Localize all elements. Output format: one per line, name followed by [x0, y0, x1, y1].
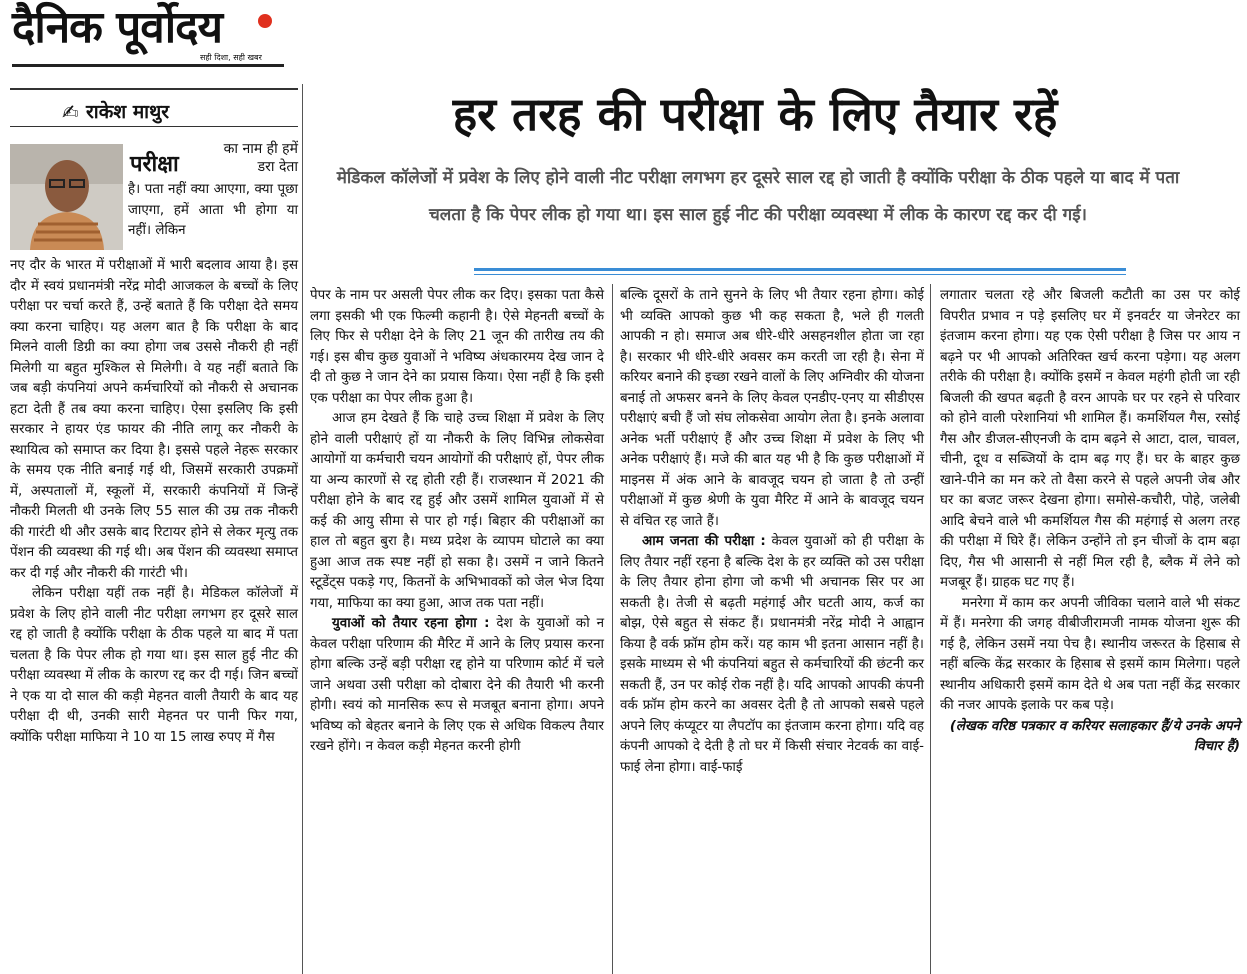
- col1-intro-side: है। पता नहीं क्या आएगा, क्या पूछा जाएगा, हमें आता भी होगा या नहीं। लेकिन: [128, 182, 298, 238]
- byline-bottom-rule: [10, 126, 298, 127]
- column-1: [10, 256, 298, 748]
- masthead-rule: [12, 64, 284, 67]
- col3-paragraph-2: [620, 532, 924, 778]
- deck-rule-thin: [474, 274, 1126, 275]
- deck-rule-thick: [474, 268, 1126, 271]
- col1-paragraph-1: नए दौर के भारत में परीक्षाओं में भारी बदलाव आया है। इस दौर में स्वयं प्रधानमंत्री नरेंद्र मोदी आजकल के बच्चों के लिए परीक्षा पर चर्चा करते हैं, उन्हें बताते हैं कि परीक्षा देते समय क्या करना चाहिए। यह अलग बात है कि परीक्षा के बाद मिलने वाली डिग्री का क्या होगा जब उससे नौकरी ही नहीं मिलेगी या बहुत मुश्किल से मिलेगी। वे यह नहीं बताते कि जब बड़ी कंपनियां अपने कर्मचारियों को नौकरी से अचानक हटा देती हैं तब क्या करना चाहिए। ऐसा इसलिए कि इसी सरकार ने हायर एंड फायर की नीति लागू कर नौकरी के स्थायित्व को समाप्त कर दिया है। इससे पहले नेहरू सरकार के समय एक नीति बनाई गई थी, जिसमें सरकारी उपक्रमों में, अस्पतालों में, स्कूलों में, सरकारी कंपनियों में जिन्हें नौकरी मिलती थी उनके लिए 55 साल की उम्र तक नौकरी की गारंटी थी और उसके बाद रिटायर होने से लेकर मृत्यु तक पेंशन की व्यवस्था की गई थी। अब पेंशन की व्यवस्था समाप्त कर दी गई और नौकरी की गारंटी भी।: [10, 258, 298, 581]
- column-2: [310, 286, 604, 758]
- col1-paragraph-2: लेकिन परीक्षा यहीं तक नहीं है। मेडिकल कॉलेजों में प्रवेश के लिए होने वाली नीट परीक्षा लगभग हर दूसरे साल रद्द हो जाती है क्योंकि परीक्षा के ठीक पहले या बाद में पता चलता है कि पेपर लीक हो गया था। इस साल हुई नीट की परीक्षा व्यवस्था में लीक के कारण रद्द कर दी गई। जिन बच्चों ने एक या दो साल की कड़ी मेहनत वाली तैयारी के बाद यह परीक्षा दी थी, उनकी सारी मेहनत पर पानी फिर गया, क्योंकि परीक्षा माफिया ने 10 या 15 लाख रुपए में गैस: [10, 586, 298, 745]
- drop-word: परीक्षा: [130, 152, 179, 177]
- subhead-public: आम जनता की परीक्षा :: [642, 534, 766, 549]
- column-divider: [302, 84, 303, 974]
- byline-top-rule: [10, 88, 298, 90]
- masthead-title: दैनिक पूर्वोदय: [12, 2, 223, 53]
- column-3: [620, 286, 924, 778]
- col4-paragraph-1: लगातार चलता रहे और बिजली कटौती का उस पर कोई विपरीत प्रभाव न पड़े इसलिए घर में इनवर्टर या जेनरेटर का इंतजाम करना होगा। यह एक ऐसी परीक्षा है जिस पर आय न बढ़ने पर भी आपको अतिरिक्त खर्च करना पड़ेगा। यह अलग तरीके की परीक्षा है। क्योंकि इसमें न केवल महंगी होती जा रही बिजली की खपत बढ़ती है वरन आपके घर पर रहने से परिवार को होने वाली परेशानियां भी शामिल हैं। कमर्शियल गैस, रसोई गैस और डीजल-सीएनजी के दाम बढ़ने से आटा, दाल, चावल, चीनी, दूध व सब्जियों के दाम बढ़ गए हैं। घर के बाहर कुछ खाने-पीने का मन करे तो वैसा करने से पहले अपनी जेब और घर का बजट जरूर देखना होगा। समोसे-कचौरी, पोहे, जलेबी आदि बेचने वाले भी कमर्शियल गैस की महंगाई से अलग तरह की परीक्षा में घिरे हैं। लेकिन उन्होंने तो इन चीजों के दाम बढ़ा दिए, गैस भी आसानी से नहीं मिल रही है, ब्लैक में लेने को मजबूर हैं। ग्राहक घट गए हैं।: [940, 288, 1240, 590]
- col2-paragraph-2: आज हम देखते हैं कि चाहे उच्च शिक्षा में प्रवेश के लिए होने वाली परीक्षाएं हों या नौकरी के लिए विभिन्न लोकसेवा आयोगों या कर्मचारी चयन आयोगों की परीक्षाएं हों, पेपर लीक या अन्य कारणों से रद्द होती रही हैं। राजस्थान में 2021 की परीक्षा होने के बाद रद्द हुई और उसमें शामिल युवाओं में से कई की आयु सीमा से पार हो गई। बिहार की परीक्षाओं का हाल तो बहुत बुरा है। मध्य प्रदेश के व्यापम घोटाले का क्या हुआ आज तक स्पष्ट नहीं हो सका है। उसमें न जाने कितने स्टूडेंट्स पकड़े गए, कितनों के अभिभावकों को जेल भेज दिया गया, माफिया का क्या हुआ, आज तक पता नहीं।: [310, 411, 604, 611]
- intro-text: का नाम ही हमें डरा देता: [223, 141, 298, 175]
- col2-paragraph-3-text: देश के युवाओं को न केवल परीक्षा परिणाम की मैरिट में आने के लिए प्रयास करना होगा बल्कि उन्हें बड़ी परीक्षा रद्द होने या परिणाम कोर्ट में चले जाने अथवा उसी परीक्षा को दोबारा देने की तैयारी भी करनी होगी। स्वयं को मानसिक रूप से मजबूत बनाना होगा। अपने भविष्य को बेहतर बनाने के लिए एक से अधिक विकल्प तैयार रखने होंगे। न केवल कड़ी मेहनत करनी होगी: [310, 616, 604, 754]
- deck: मेडिकल कॉलेजों में प्रवेश के लिए होने वाली नीट परीक्षा लगभग हर दूसरे साल रद्द हो जाती है क्योंकि परीक्षा के ठीक पहले या बाद में पता चलता है कि पेपर लीक हो गया था। इस साल हुई नीट की परीक्षा व्यवस्था में लीक के कारण रद्द कर दी गई।: [336, 168, 1180, 225]
- author-photo: [10, 144, 123, 250]
- subhead-youth: युवाओं को तैयार रहना होगा :: [332, 616, 490, 631]
- author-note: (लेखक वरिष्ठ पत्रकार व करियर सलाहकार हैं/ये उनके अपने विचार हैं): [949, 718, 1240, 754]
- column-divider: [612, 284, 613, 974]
- col3-paragraph-2-text: केवल युवाओं को ही परीक्षा के लिए तैयार नहीं रहना है बल्कि देश के हर व्यक्ति को उस परीक्षा के लिए तैयार होना होगा जो कभी भी अचानक सिर पर आ सकती है। तेजी से बढ़ती महंगाई और घटती आय, कर्ज का बोझ, ऐसे बहुत से संकट हैं। प्रधानमंत्री नरेंद्र मोदी ने आह्वान किया है वर्क फ्रॉम होम करें। यह काम भी इतना आसान नहीं है। इसके माध्यम से भी कंपनियां बहुत से कर्मचारियों की छंटनी कर सकती हैं, उन पर कोई रोक नहीं है। यदि आपको आपकी कंपनी वर्क फ्रॉम होम करने का अवसर देती है तो आपको सबसे पहले अपने लिए कंप्यूटर या लैपटॉप का इंतजाम करना होगा। यदि वह कंपनी आपको दे देती है तो घर में किसी संचार नेटवर्क का वाई-फाई लेना होगा। वाई-फाई: [620, 534, 924, 775]
- masthead-sun-icon: [258, 14, 272, 28]
- col2-paragraph-1: पेपर के नाम पर असली पेपर लीक कर दिए। इसका पता कैसे लगा इसकी भी एक फिल्मी कहानी है। ऐसे मेहनती बच्चों के लिए फिर से परीक्षा देने के लिए 21 जून की तारीख तय की गई। इस बीच कुछ युवाओं ने भविष्य अंधकारमय देख जान दे दी तो कुछ ने जान देने का प्रयास किया। ऐसा नहीं है कि इसी एक परीक्षा का पेपर लीक हुआ है।: [310, 288, 604, 406]
- headline: हर तरह की परीक्षा के लिए तैयार रहें: [452, 87, 1058, 141]
- col3-paragraph-1: बल्कि दूसरों के ताने सुनने के लिए भी तैयार रहना होगा। कोई भी व्यक्ति आपको कुछ भी कह सकता है, भले ही गलती आपकी न हो। समाज अब धीरे-धीरे असहनशील होता जा रहा है। सरकार भी धीरे-धीरे अवसर कम करती जा रही है। सेना में करियर बनाने की इच्छा रखने वालों के लिए अग्निवीर की योजना बनाई तो अफसर बनने के लिए केवल एनडीए-एनए या सीडीएस परीक्षाएं बची हैं जो संघ लोकसेवा आयोग लेता है। इनके अलावा अनेक भर्ती परीक्षाएं हैं और उच्च शिक्षा में प्रवेश के लिए भी अनेक परीक्षाएं हैं। मजे की बात यह भी है कि कुछ परीक्षाओं में माइनस में अंक आने के बावजूद चयन हो जाता है तो उन्हीं परीक्षाओं में कुछ श्रेणी के युवा मैरिट में आने के बावजूद चयन से वंचित रह जाते हैं।: [620, 288, 924, 529]
- col4-paragraph-2: मनरेगा में काम कर अपनी जीविका चलाने वाले भी संकट में हैं। मनरेगा की जगह वीबीजीरामजी नामक योजना शुरू की गई है, लेकिन उसमें नया पेच है। स्थानीय जरूरत के हिसाब से नहीं बल्कि केंद्र सरकार के हिसाब से इसमें काम मिलेगा। पहले स्थानीय अधिकारी इसमें काम देते थे अब पता नहीं केंद्र सरकार की नजर आपके इलाके पर कब पड़े।: [940, 595, 1240, 713]
- author-name: राकेश माथुर: [86, 101, 170, 123]
- masthead-tagline: सही दिशा, सही खबर: [200, 53, 262, 62]
- pen-icon: ✍: [62, 100, 79, 124]
- column-4: [940, 286, 1240, 758]
- column-divider: [930, 284, 931, 974]
- col2-paragraph-3: [310, 614, 604, 758]
